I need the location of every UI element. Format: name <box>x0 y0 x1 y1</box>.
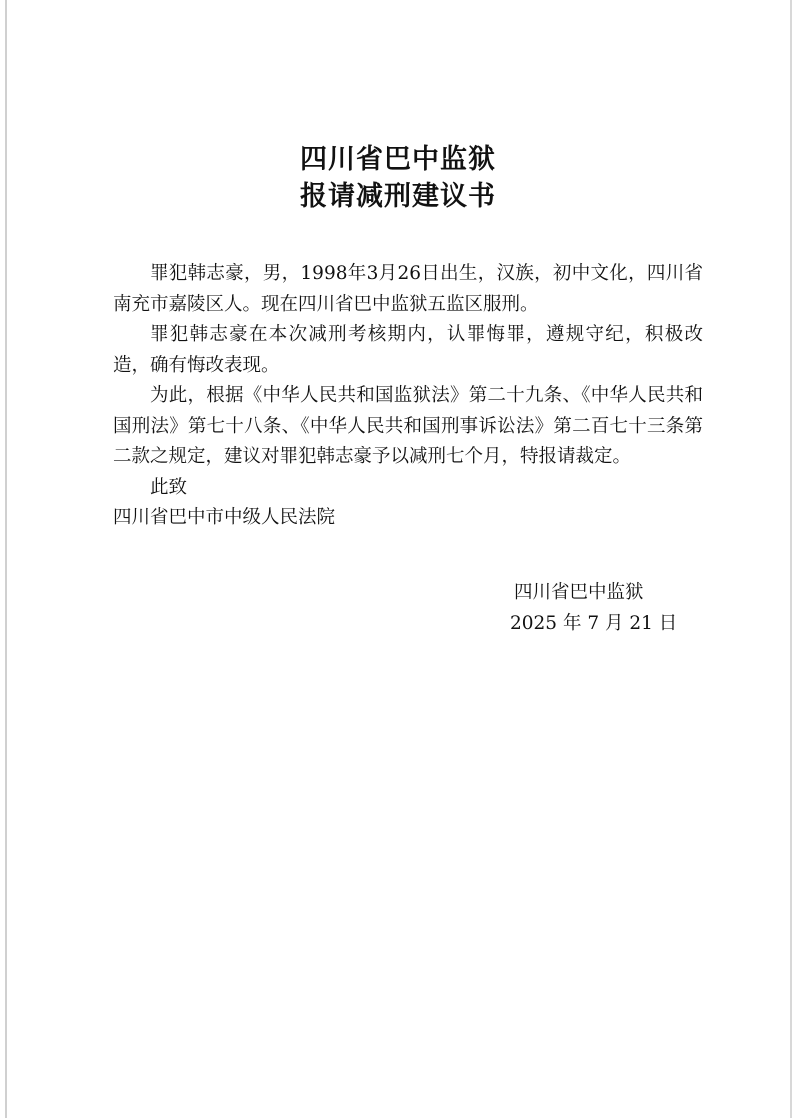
recipient: 四川省巴中市中级人民法院 <box>113 507 336 528</box>
document-title-line2: 报请减刑建议书 <box>300 181 496 212</box>
paragraph-performance: 罪犯韩志豪在本次减刑考核期内，认罪悔罪，遵规守纪，积极改造，确有悔改表现。 <box>113 324 703 376</box>
signature-date: 2025 年 7 月 21 日 <box>510 612 678 634</box>
signature-block <box>510 578 677 639</box>
salutation: 此致 <box>150 476 188 498</box>
paragraph-basic-info: 罪犯韩志豪，男，1998年3月26日出生，汉族，初中文化，四川省南充市嘉陵区人。现在四川省巴中监狱五监区服刑。 <box>113 263 703 315</box>
paragraph-legal-basis: 为此，根据《中华人民共和国监狱法》第二十九条、《中华人民共和国刑法》第七十八条、《中华人民共和国刑事诉讼法》第二百七十三条第二款之规定，建议对罪犯韩志豪予以减刑七个月，特报请裁定。 <box>113 385 703 467</box>
signature-org: 四川省巴中监狱 <box>514 582 644 603</box>
document-title-line1: 四川省巴中监狱 <box>300 144 496 175</box>
document-body <box>113 259 703 534</box>
